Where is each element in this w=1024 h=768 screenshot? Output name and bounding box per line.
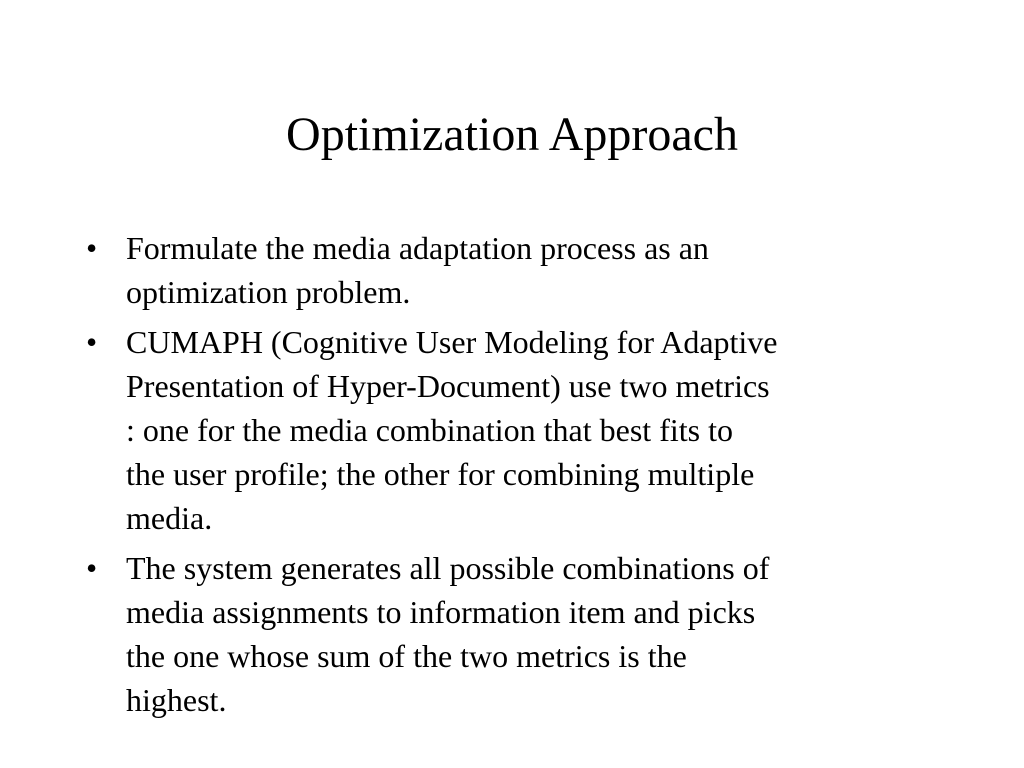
bullet-text-line: optimization problem. xyxy=(126,274,411,310)
bullet-item-system-generates xyxy=(86,546,956,722)
bullet-text-line: media assignments to information item and picks xyxy=(126,594,756,630)
bullet-text-line: The system generates all possible combinations of xyxy=(126,550,770,586)
bullet-item-cumaph xyxy=(86,320,956,540)
bullet-text-line: media. xyxy=(126,500,213,536)
slide-title: Optimization Approach xyxy=(286,108,738,161)
bullet-icon: • xyxy=(86,324,98,360)
bullet-icon: • xyxy=(86,550,98,586)
bullet-text-line: Formulate the media adaptation process as an xyxy=(126,230,709,266)
bullet-text-line: : one for the media combination that best fits to xyxy=(126,412,733,448)
bullet-list xyxy=(86,226,956,728)
bullet-text-line: the user profile; the other for combining multiple xyxy=(126,456,755,492)
bullet-text-line: the one whose sum of the two metrics is the xyxy=(126,638,687,674)
bullet-text-line: highest. xyxy=(126,682,227,718)
bullet-text-line: Presentation of Hyper-Document) use two metrics xyxy=(126,368,770,404)
bullet-item-formulate xyxy=(86,226,956,314)
bullet-icon: • xyxy=(86,230,98,266)
bullet-text-line: CUMAPH (Cognitive User Modeling for Adaptive xyxy=(126,324,778,360)
